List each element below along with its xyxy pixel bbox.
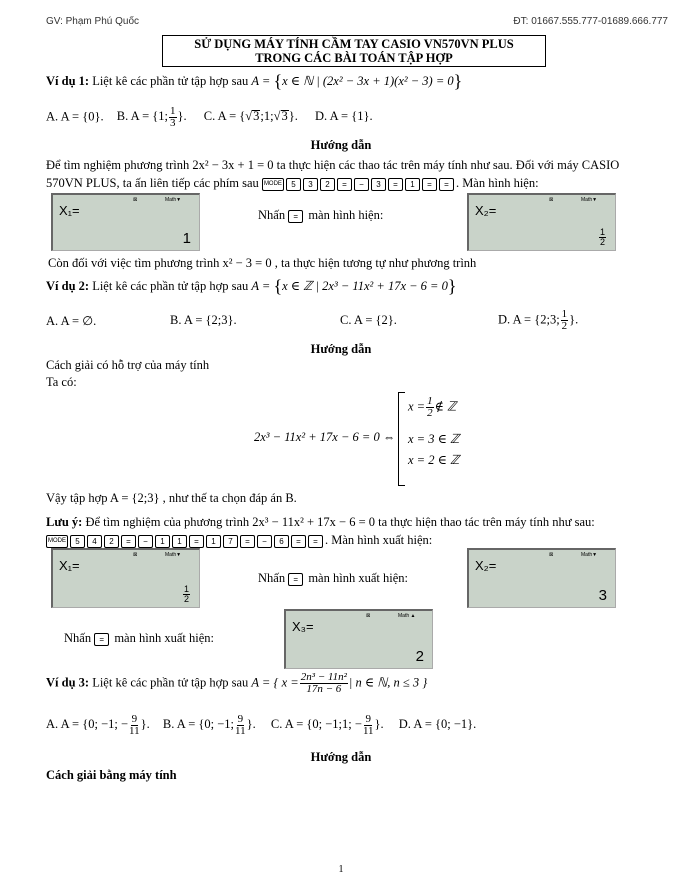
ex2-screen3-value: 2 [415, 648, 424, 665]
calc-key-3-icon: 2 [104, 535, 119, 548]
ex2-key-sequence [46, 533, 325, 547]
equals-key-icon: = [288, 210, 303, 223]
ex2-paragraph-2: Ta có: [46, 375, 77, 389]
equals-key-icon: = [94, 633, 109, 646]
calc-key-12-icon: − [257, 535, 272, 548]
header-teacher: GV: Phạm Phú Quốc [46, 16, 140, 27]
ex1-press-instruction: Nhấn = màn hình hiện: [258, 208, 384, 222]
ex2-case-bracket [398, 392, 405, 486]
ex2-note: Lưu ý: Để tìm nghiệm của phương trình 2x³ − 11x² + 17x − 6 = 0 ta thực hiện thao tác trên máy tính như sau: [46, 515, 595, 529]
ex1-calc-screen-1: X₁= ⊠ Math▼ 1 [51, 193, 200, 251]
ex1-opt-d: D. A = {1}. [315, 109, 373, 124]
calc-key-5-icon: − [354, 178, 369, 191]
calc-key-8-icon: 1 [405, 178, 420, 191]
ex1-calc-screen-2: X₂= ⊠ Math▼ $\frac{1}{2}$ [467, 193, 616, 251]
ex1-opt-a: A. A = {0}. [46, 109, 104, 124]
ex3-opt-b: B. A = {0; −1; $\frac{9}{11}$ }. [162, 713, 256, 737]
calc-key-7-icon: 1 [172, 535, 187, 548]
title-line2: TRONG CÁC BÀI TOÁN TẬP HỢP [255, 51, 453, 65]
ex3-opt-c: C. A = {0; −1;1; − $\frac{9}{11}$ }. [270, 713, 384, 737]
ex2-paragraph-1: Cách giải có hỗ trợ của máy tính [46, 358, 210, 372]
calc-key-0-icon: MODE [262, 178, 284, 191]
calc-key-8-icon: = [189, 535, 204, 548]
ex1-paragraph-3: Còn đối với việc tìm phương trình x² − 3 = 0 , ta thực hiện tương tự như phương trình [48, 256, 477, 270]
ex2-opt-b: B. A = {2;3}. [170, 313, 237, 327]
ex2-case-2: x = 3 ∈ ℤ [408, 432, 460, 446]
ex3-question: Ví dụ 3: Liệt kê các phần tử tập hợp sau A = { x = $\frac{\text{2n³ − 11n²}}{17n - 6}$ | n ∈ ℕ, n ≤ 3 } [46, 671, 428, 695]
calc-key-7-icon: = [388, 178, 403, 191]
ex2-opt-c: C. A = {2}. [340, 313, 397, 327]
ex3-options [46, 714, 476, 737]
ex1-paragraph-1: Để tìm nghiệm phương trình 2x² − 3x + 1 = 0 ta thực hiện các thao tác trên máy tính như sau. Đối với máy CASIO [46, 158, 620, 172]
calc-key-3-icon: 2 [320, 178, 335, 191]
ex2-conclusion: Vậy tập hợp A = {2;3} , như thế ta chọn đáp án B. [46, 491, 297, 505]
equals-key-icon: = [288, 573, 303, 586]
ex1-paragraph-2: 570VN PLUS, ta ấn liên tiếp các phím sau MODE 5 3 2 = − 3 = 1 = = . Màn hình hiện: [46, 176, 539, 190]
calc-key-0-icon: MODE [46, 535, 68, 548]
ex2-opt-a: A. A = ∅. [46, 314, 97, 328]
ex1-opt-c: C. A = {√3;1;√3}. [203, 109, 298, 124]
page-number: 1 [338, 864, 344, 875]
calc-key-9-icon: = [422, 178, 437, 191]
ex2-calc-screen-2: X₂= ⊠ Math▼ 3 [467, 548, 616, 608]
header-phone: ĐT: 01667.555.777-01689.666.777 [513, 16, 668, 27]
calc-key-14-icon: = [291, 535, 306, 548]
ex3-guide-heading: Hướng dẫn [310, 750, 372, 764]
ex2-question: Ví dụ 2: Liệt kê các phần tử tập hợp sau A = {x ∈ ℤ | 2x³ − 11x² + 17x − 6 = 0} [46, 276, 457, 296]
calc-key-10-icon: 7 [223, 535, 238, 548]
ex1-screen1-value: 1 [182, 230, 191, 247]
ex1-options [46, 106, 373, 129]
ex1-opt-b: B. A = {1; $\frac{1}{3}$ }. [116, 105, 187, 129]
ex2-guide-heading: Hướng dẫn [310, 342, 372, 356]
calc-key-1-icon: 5 [286, 178, 301, 191]
ex2-opt-d: D. A = {2;3; $\frac{1}{2}$ }. [498, 308, 579, 332]
ex3-opt-d: D. A = {0; −1}. [398, 717, 477, 732]
calc-key-4-icon: = [337, 178, 352, 191]
ex2-case-1: x = $\frac{1}{2}$ ∉ ℤ [408, 395, 457, 419]
ex1-screen2-value: $\frac{1}{2}$ [599, 227, 605, 247]
calc-key-11-icon: = [240, 535, 255, 548]
calc-key-4-icon: = [121, 535, 136, 548]
calc-key-5-icon: − [138, 535, 153, 548]
calc-key-9-icon: 1 [206, 535, 221, 548]
ex1-guide-heading: Hướng dẫn [310, 138, 372, 152]
ex2-calc-screen-3: X₃= ⊠ Math ▲ 2 [284, 609, 433, 669]
ex1-key-sequence [262, 176, 456, 190]
calc-key-6-icon: 3 [371, 178, 386, 191]
ex2-screen2-value: 3 [598, 587, 607, 604]
page-title [162, 35, 546, 67]
calc-key-6-icon: 1 [155, 535, 170, 548]
calc-key-10-icon: = [439, 178, 454, 191]
ex2-key-line: MODE 5 4 2 = − 1 1 = 1 7 = − 6 = = . Màn hình xuất hiện: [48, 533, 433, 547]
calc-key-13-icon: 6 [274, 535, 289, 548]
ex1-text: Liệt kê các phần tử tập hợp sau [92, 74, 249, 88]
ex2-calc-screen-1: X₁= ⊠ Math▼ $\frac{1}{2}$ [51, 548, 200, 608]
ex2-case-3: x = 2 ∈ ℤ [408, 453, 460, 467]
calc-key-2-icon: 3 [303, 178, 318, 191]
calc-key-15-icon: = [308, 535, 323, 548]
ex3-opt-a: A. A = {0; −1; − $\frac{9}{11}$ }. [46, 713, 150, 737]
calc-key-2-icon: 4 [87, 535, 102, 548]
ex1-label: Ví dụ 1: [46, 74, 90, 88]
ex1-question: Ví dụ 1: Liệt kê các phần tử tập hợp sau A = {x ∈ ℕ | (2x² − 3x + 1)(x² − 3) = 0} [46, 71, 463, 91]
ex3-method: Cách giải bằng máy tính [46, 768, 177, 782]
ex2-press-instruction-1: Nhấn = màn hình xuất hiện: [258, 571, 408, 585]
ex2-press-instruction-2: Nhấn = màn hình xuất hiện: [64, 631, 214, 645]
title-line1: SỬ DỤNG MÁY TÍNH CẦM TAY CASIO VN570VN PLUS [194, 37, 514, 51]
ex2-screen1-value: $\frac{1}{2}$ [183, 584, 189, 604]
calc-key-1-icon: 5 [70, 535, 85, 548]
ex1-set: x ∈ ℕ | (2x² − 3x + 1)(x² − 3) = 0 [282, 74, 454, 88]
ex2-equation-left: 2x³ − 11x² + 17x − 6 = 0 ⇔ [254, 430, 396, 444]
